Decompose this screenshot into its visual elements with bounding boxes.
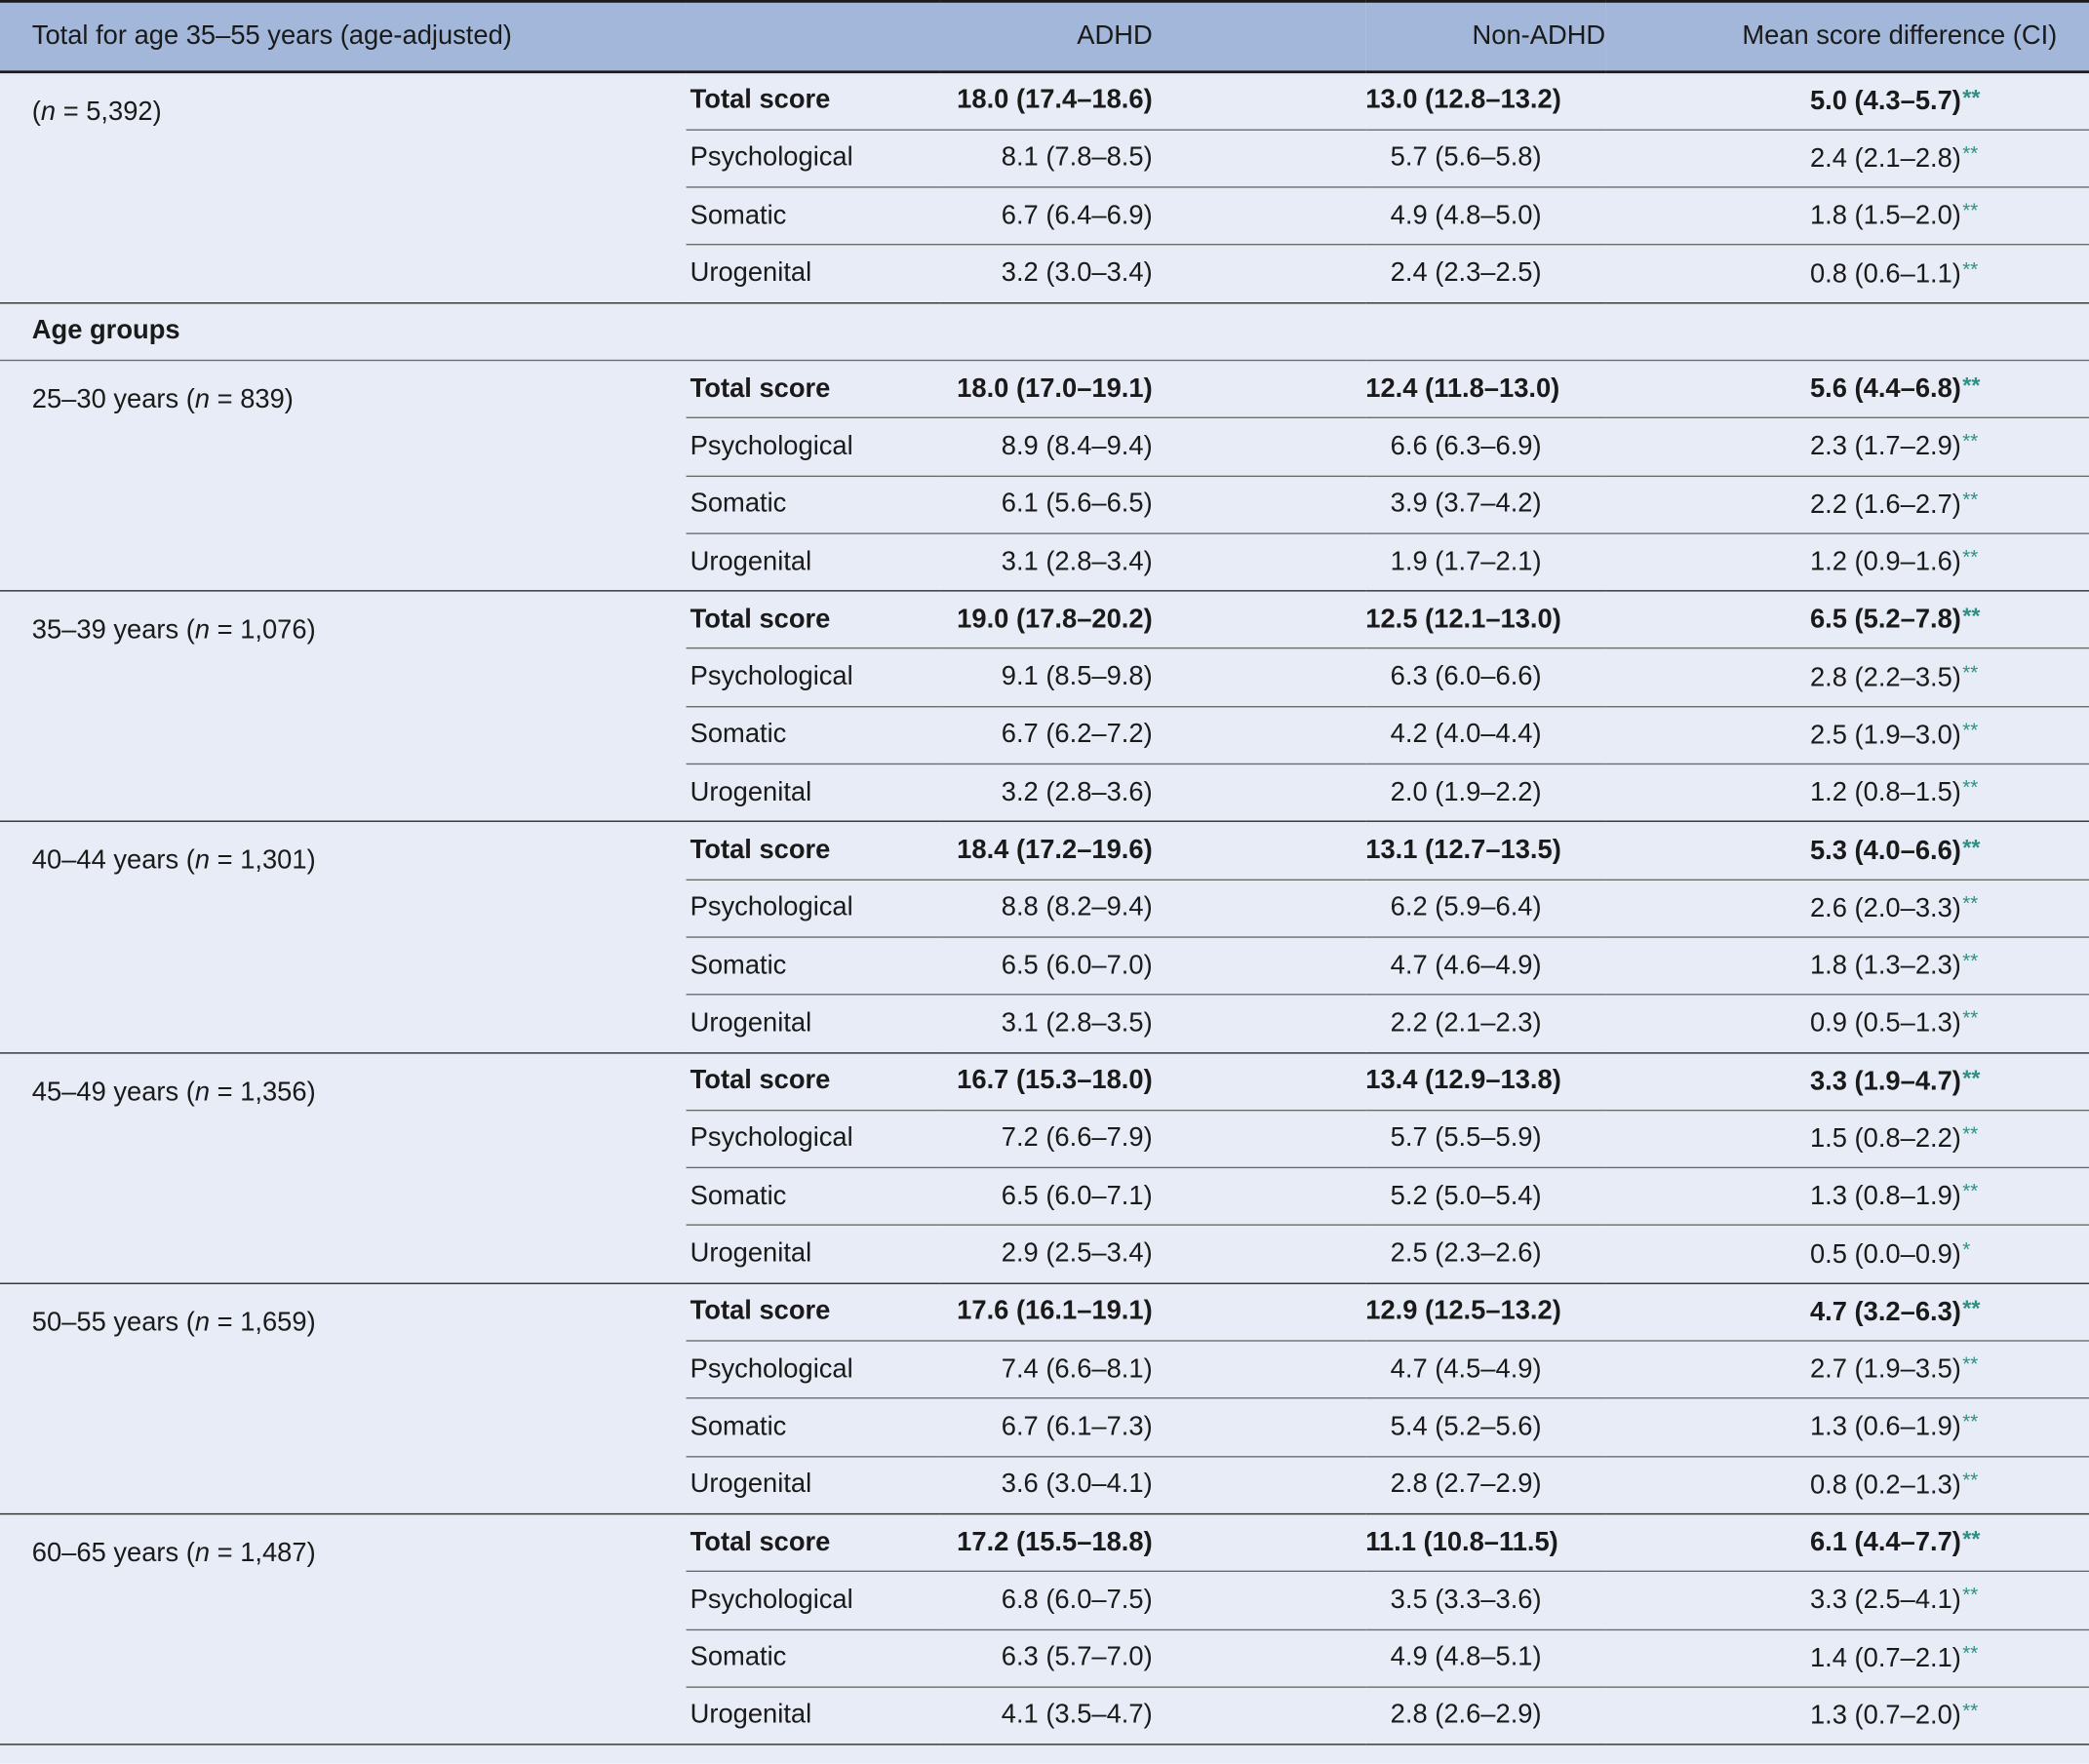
- measure-label: Somatic: [687, 1168, 940, 1226]
- adhd-value: 18.0 (17.0–19.1): [939, 361, 1365, 418]
- difference-value: 2.3 (1.7–2.9): [1809, 432, 1961, 462]
- group-label-suffix: = 1,076): [210, 615, 316, 646]
- non-adhd-value: 4.2 (4.0–4.4): [1365, 706, 1605, 764]
- difference-cell: [1605, 1168, 2089, 1226]
- difference-cell: [1605, 1110, 2089, 1167]
- non-adhd-value: 5.4 (5.2–5.6): [1365, 1398, 1605, 1456]
- significance-marker: **: [1962, 1353, 1979, 1377]
- group-label: [0, 361, 687, 592]
- table-row: [0, 1513, 2089, 1571]
- adhd-value: 6.5 (6.0–7.1): [939, 1168, 1365, 1226]
- difference-value: 5.0 (4.3–5.7): [1809, 86, 1961, 116]
- difference-cell: [1605, 533, 2089, 591]
- difference-cell: [1605, 187, 2089, 245]
- significance-marker: **: [1962, 604, 1981, 630]
- non-adhd-value: 1.9 (1.7–2.1): [1365, 533, 1605, 591]
- section-filler: [687, 302, 2089, 360]
- difference-cell: [1605, 706, 2089, 764]
- significance-marker: **: [1962, 1122, 1979, 1146]
- difference-cell: [1605, 591, 2089, 648]
- non-adhd-value: 6.6 (6.3–6.9): [1365, 418, 1605, 476]
- group-label: [0, 1513, 687, 1744]
- non-adhd-value: 6.3 (6.0–6.6): [1365, 648, 1605, 706]
- non-adhd-value: 4.7 (4.5–4.9): [1365, 1341, 1605, 1398]
- measure-label: Somatic: [687, 937, 940, 995]
- difference-cell: [1605, 361, 2089, 418]
- adhd-value: 6.7 (6.2–7.2): [939, 706, 1365, 764]
- non-adhd-value: 13.1 (12.7–13.5): [1365, 822, 1605, 880]
- group-label-suffix: = 1,659): [210, 1308, 316, 1338]
- header-non-adhd: Non-ADHD: [1365, 1, 1605, 71]
- significance-marker: *: [1962, 1237, 1971, 1262]
- non-adhd-value: 2.4 (2.3–2.5): [1365, 245, 1605, 302]
- measure-label: Total score: [687, 1513, 940, 1571]
- difference-cell: [1605, 1687, 2089, 1744]
- adhd-value: 17.2 (15.5–18.8): [939, 1513, 1365, 1571]
- group-n-symbol: n: [40, 97, 57, 127]
- non-adhd-value: 2.2 (2.1–2.3): [1365, 995, 1605, 1052]
- difference-value: 1.8 (1.3–2.3): [1809, 951, 1961, 981]
- non-adhd-value: 2.5 (2.3–2.6): [1365, 1226, 1605, 1283]
- measure-label: Psychological: [687, 880, 940, 937]
- group-label: [0, 72, 687, 303]
- difference-value: 2.6 (2.0–3.3): [1809, 893, 1961, 923]
- difference-cell: [1605, 245, 2089, 302]
- difference-cell: [1605, 418, 2089, 476]
- difference-value: 2.4 (2.1–2.8): [1809, 143, 1961, 174]
- adhd-value: 6.5 (6.0–7.0): [939, 937, 1365, 995]
- group-label: [0, 1052, 687, 1283]
- significance-marker: **: [1962, 430, 1979, 454]
- group-label-suffix: = 839): [210, 384, 294, 414]
- difference-cell: [1605, 648, 2089, 706]
- significance-marker: **: [1962, 488, 1979, 512]
- adhd-value: 18.0 (17.4–18.6): [939, 72, 1365, 130]
- measure-label: Urogenital: [687, 764, 940, 822]
- difference-cell: [1605, 130, 2089, 187]
- difference-value: 0.9 (0.5–1.3): [1809, 1008, 1961, 1039]
- difference-value: 5.6 (4.4–6.8): [1809, 374, 1961, 405]
- difference-cell: [1605, 1052, 2089, 1110]
- difference-cell: [1605, 72, 2089, 130]
- adhd-value: 8.9 (8.4–9.4): [939, 418, 1365, 476]
- significance-marker: **: [1962, 1641, 1979, 1666]
- difference-cell: [1605, 937, 2089, 995]
- measure-label: Total score: [687, 591, 940, 648]
- significance-marker: **: [1962, 892, 1979, 916]
- measure-label: Somatic: [687, 1398, 940, 1456]
- header-difference: Mean score difference (CI): [1605, 1, 2089, 71]
- measure-label: Urogenital: [687, 1226, 940, 1283]
- significance-marker: **: [1962, 1180, 1979, 1203]
- difference-cell: [1605, 1398, 2089, 1456]
- group-label-prefix: 50–55 years (: [31, 1308, 195, 1338]
- section-label: Age groups: [0, 302, 687, 360]
- group-label: [0, 1283, 687, 1514]
- measure-label: Total score: [687, 822, 940, 880]
- difference-value: 2.8 (2.2–3.5): [1809, 662, 1961, 692]
- table-body: [0, 72, 2089, 1744]
- significance-marker: **: [1962, 372, 1981, 399]
- non-adhd-value: 6.2 (5.9–6.4): [1365, 880, 1605, 937]
- measure-label: Somatic: [687, 187, 940, 245]
- difference-value: 6.1 (4.4–7.7): [1809, 1528, 1961, 1558]
- significance-marker: **: [1962, 950, 1979, 973]
- group-n-symbol: n: [194, 1538, 211, 1568]
- group-label: [0, 822, 687, 1053]
- header-group: Total for age 35–55 years (age-adjusted): [0, 1, 687, 71]
- difference-value: 4.7 (3.2–6.3): [1809, 1297, 1961, 1327]
- group-label: [0, 591, 687, 822]
- significance-marker: **: [1962, 1065, 1981, 1091]
- measure-label: Somatic: [687, 706, 940, 764]
- adhd-value: 3.6 (3.0–4.1): [939, 1456, 1365, 1513]
- adhd-value: 6.8 (6.0–7.5): [939, 1572, 1365, 1629]
- difference-cell: [1605, 880, 2089, 937]
- group-label-suffix: = 1,356): [210, 1077, 316, 1107]
- significance-marker: **: [1962, 661, 1979, 685]
- table-row: [0, 1052, 2089, 1110]
- difference-cell: [1605, 1629, 2089, 1687]
- adhd-value: 3.1 (2.8–3.4): [939, 533, 1365, 591]
- table-row: [0, 1283, 2089, 1341]
- adhd-value: 18.4 (17.2–19.6): [939, 822, 1365, 880]
- adhd-value: 4.1 (3.5–4.7): [939, 1687, 1365, 1744]
- significance-marker: **: [1962, 85, 1981, 111]
- group-label-prefix: 40–44 years (: [31, 845, 195, 877]
- difference-cell: [1605, 1283, 2089, 1341]
- non-adhd-value: 5.7 (5.6–5.8): [1365, 130, 1605, 187]
- non-adhd-value: 2.8 (2.7–2.9): [1365, 1456, 1605, 1513]
- measure-label: Urogenital: [687, 995, 940, 1052]
- non-adhd-value: 4.9 (4.8–5.1): [1365, 1629, 1605, 1687]
- non-adhd-value: 2.8 (2.6–2.9): [1365, 1687, 1605, 1744]
- difference-value: 1.4 (0.7–2.1): [1809, 1643, 1961, 1673]
- adhd-value: 2.9 (2.5–3.4): [939, 1226, 1365, 1283]
- measure-label: Somatic: [687, 1629, 940, 1687]
- difference-value: 1.3 (0.8–1.9): [1809, 1182, 1961, 1212]
- difference-cell: [1605, 1226, 2089, 1283]
- difference-cell: [1605, 1341, 2089, 1398]
- significance-marker: **: [1962, 834, 1981, 860]
- measure-label: Psychological: [687, 130, 940, 187]
- difference-cell: [1605, 764, 2089, 822]
- group-label-prefix: (: [31, 97, 41, 127]
- adhd-value: 17.6 (16.1–19.1): [939, 1283, 1365, 1341]
- significance-marker: **: [1962, 1469, 1979, 1492]
- significance-marker: **: [1962, 142, 1979, 166]
- significance-marker: **: [1962, 257, 1979, 281]
- adhd-value: 8.1 (7.8–8.5): [939, 130, 1365, 187]
- section-row: [0, 302, 2089, 360]
- non-adhd-value: 13.0 (12.8–13.2): [1365, 72, 1605, 130]
- group-label-prefix: 25–30 years (: [31, 384, 195, 414]
- measure-label: Total score: [687, 1052, 940, 1110]
- non-adhd-value: 12.9 (12.5–13.2): [1365, 1283, 1605, 1341]
- significance-marker: **: [1962, 1296, 1981, 1322]
- adhd-value: 9.1 (8.5–9.8): [939, 648, 1365, 706]
- group-label-prefix: 45–49 years (: [31, 1077, 195, 1107]
- measure-label: Psychological: [687, 418, 940, 476]
- non-adhd-value: 4.7 (4.6–4.9): [1365, 937, 1605, 995]
- group-n-symbol: n: [194, 845, 211, 877]
- difference-value: 1.2 (0.9–1.6): [1809, 547, 1961, 577]
- measure-label: Urogenital: [687, 533, 940, 591]
- group-label-prefix: 35–39 years (: [31, 615, 195, 646]
- group-n-symbol: n: [194, 384, 211, 414]
- non-adhd-value: 12.4 (11.8–13.0): [1365, 361, 1605, 418]
- measure-label: Urogenital: [687, 1456, 940, 1513]
- difference-value: 0.8 (0.2–1.3): [1809, 1470, 1961, 1500]
- measure-label: Psychological: [687, 1110, 940, 1167]
- difference-value: 2.7 (1.9–3.5): [1809, 1354, 1961, 1385]
- significance-marker: **: [1962, 546, 1979, 569]
- measure-label: Urogenital: [687, 245, 940, 302]
- adhd-value: 3.2 (3.0–3.4): [939, 245, 1365, 302]
- non-adhd-value: 11.1 (10.8–11.5): [1365, 1513, 1605, 1571]
- non-adhd-value: 3.9 (3.7–4.2): [1365, 476, 1605, 533]
- group-label-suffix: = 5,392): [56, 97, 162, 127]
- group-n-symbol: n: [194, 1308, 211, 1338]
- header-row: [0, 1, 2089, 71]
- difference-cell: [1605, 1513, 2089, 1571]
- significance-marker: **: [1962, 776, 1979, 800]
- difference-value: 1.5 (0.8–2.2): [1809, 1123, 1961, 1155]
- measure-label: Psychological: [687, 1341, 940, 1398]
- significance-marker: **: [1962, 1700, 1979, 1723]
- significance-marker: **: [1962, 1584, 1979, 1608]
- measure-label: Somatic: [687, 476, 940, 533]
- measure-label: Total score: [687, 72, 940, 130]
- adhd-value: 19.0 (17.8–20.2): [939, 591, 1365, 648]
- table-row: [0, 361, 2089, 418]
- non-adhd-value: 12.5 (12.1–13.0): [1365, 591, 1605, 648]
- difference-value: 3.3 (2.5–4.1): [1809, 1586, 1961, 1616]
- table-row: [0, 591, 2089, 648]
- adhd-value: 3.1 (2.8–3.5): [939, 995, 1365, 1052]
- difference-cell: [1605, 822, 2089, 880]
- header-adhd: ADHD: [687, 1, 1366, 71]
- group-n-symbol: n: [194, 1077, 211, 1107]
- difference-value: 5.3 (4.0–6.6): [1809, 836, 1961, 866]
- adhd-value: 8.8 (8.2–9.4): [939, 880, 1365, 937]
- adhd-value: 7.2 (6.6–7.9): [939, 1110, 1365, 1167]
- non-adhd-value: 13.4 (12.9–13.8): [1365, 1052, 1605, 1110]
- adhd-value: 7.4 (6.6–8.1): [939, 1341, 1365, 1398]
- difference-value: 2.2 (1.6–2.7): [1809, 490, 1961, 520]
- non-adhd-value: 2.0 (1.9–2.2): [1365, 764, 1605, 822]
- adhd-value: 16.7 (15.3–18.0): [939, 1052, 1365, 1110]
- group-n-symbol: n: [194, 615, 211, 646]
- difference-value: 1.8 (1.5–2.0): [1809, 201, 1961, 231]
- significance-marker: **: [1962, 1007, 1979, 1031]
- difference-value: 6.5 (5.2–7.8): [1809, 605, 1961, 635]
- table-row: [0, 822, 2089, 880]
- difference-value: 1.3 (0.7–2.0): [1809, 1701, 1961, 1731]
- difference-cell: [1605, 1572, 2089, 1629]
- difference-value: 3.3 (1.9–4.7): [1809, 1066, 1961, 1096]
- group-label-prefix: 60–65 years (: [31, 1538, 195, 1568]
- significance-marker: **: [1962, 200, 1979, 223]
- difference-cell: [1605, 995, 2089, 1052]
- adhd-value: 6.7 (6.1–7.3): [939, 1398, 1365, 1456]
- difference-cell: [1605, 1456, 2089, 1513]
- adhd-value: 6.1 (5.6–6.5): [939, 476, 1365, 533]
- measure-label: Total score: [687, 1283, 940, 1341]
- measure-label: Psychological: [687, 648, 940, 706]
- non-adhd-value: 4.9 (4.8–5.0): [1365, 187, 1605, 245]
- adhd-value: 3.2 (2.8–3.6): [939, 764, 1365, 822]
- adhd-value: 6.3 (5.7–7.0): [939, 1629, 1365, 1687]
- group-label-suffix: = 1,487): [210, 1538, 316, 1568]
- difference-value: 1.3 (0.6–1.9): [1809, 1412, 1961, 1442]
- table-header: [0, 1, 2089, 71]
- non-adhd-value: 3.5 (3.3–3.6): [1365, 1572, 1605, 1629]
- measure-label: Psychological: [687, 1572, 940, 1629]
- difference-value: 0.8 (0.6–1.1): [1809, 258, 1961, 289]
- measure-label: Total score: [687, 361, 940, 418]
- significance-marker: **: [1962, 1526, 1981, 1552]
- difference-value: 1.2 (0.8–1.5): [1809, 778, 1961, 808]
- non-adhd-value: 5.2 (5.0–5.4): [1365, 1168, 1605, 1226]
- significance-marker: **: [1962, 719, 1979, 742]
- significance-marker: **: [1962, 1411, 1979, 1434]
- difference-cell: [1605, 476, 2089, 533]
- table-row: [0, 72, 2089, 130]
- adhd-value: 6.7 (6.4–6.9): [939, 187, 1365, 245]
- measure-label: Urogenital: [687, 1687, 940, 1744]
- group-label-suffix: = 1,301): [210, 845, 316, 877]
- non-adhd-value: 5.7 (5.5–5.9): [1365, 1110, 1605, 1167]
- difference-value: 0.5 (0.0–0.9): [1809, 1239, 1961, 1270]
- difference-value: 2.5 (1.9–3.0): [1809, 720, 1961, 750]
